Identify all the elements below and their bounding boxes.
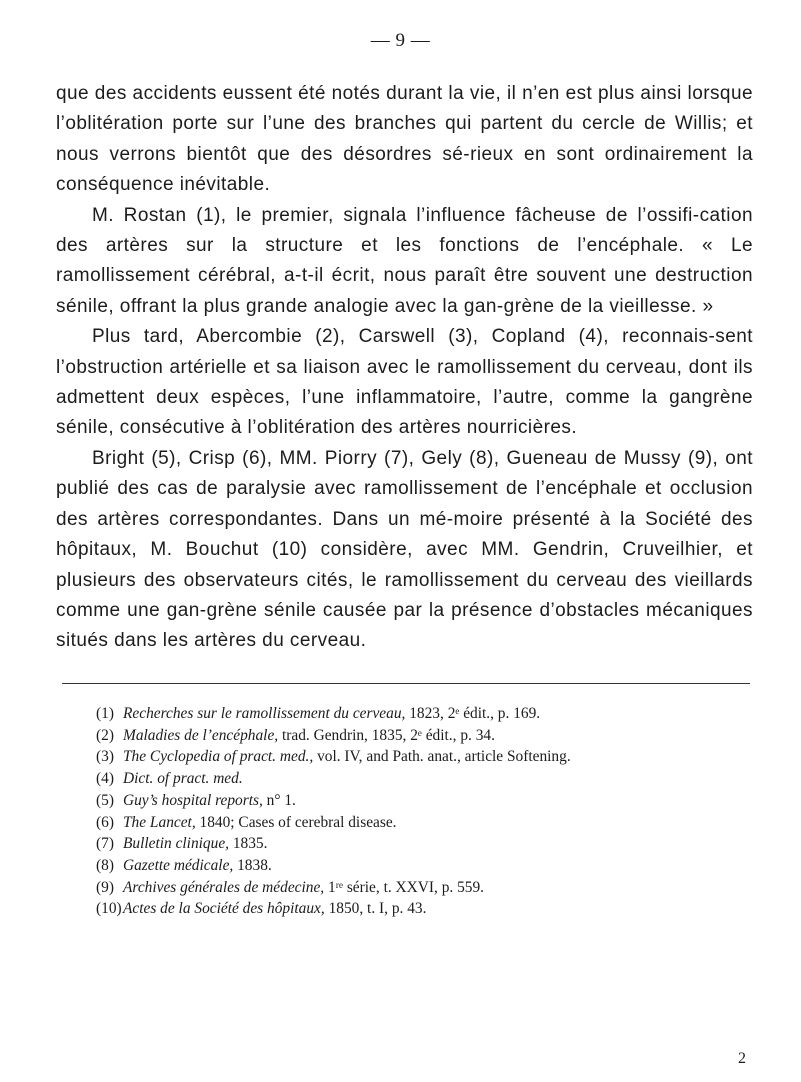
footnote-number: (6) — [96, 813, 114, 831]
footnote-title: Guy’s hospital reports, — [123, 791, 263, 809]
footnote-number: (4) — [96, 770, 114, 788]
footnote-title: Recherches sur le ramollissement du cerveau, — [123, 705, 406, 722]
footnote-detail: vol. IV, and Path. anat., article Softening. — [313, 748, 571, 766]
footnote-title: Archives générales de médecine, — [123, 878, 325, 896]
footnote-number: (9) — [96, 878, 114, 896]
footnote — [96, 855, 756, 877]
footnote-number: (2) — [96, 726, 114, 744]
paragraph: que des accidents eussent été notés durant la vie, il n’en est plus ainsi lorsque l’oblitération porte sur l’une des branches qui partent du cercle de Willis; et nous verrons bientôt que des désordres sé-rieux en sont ordinairement la conséquence inévitable. — [56, 83, 753, 196]
footnote-title: Gazette médicale, — [123, 856, 234, 874]
footnote-title: The Lancet, — [123, 813, 196, 831]
paragraph: Bright (5), Crisp (6), MM. Piorry (7), Gely (8), Gueneau de Mussy (9), ont publié des cas de paralysie avec ramollissement de l’encéphale et occlusion des artères correspondantes. Dans un mé-moire présenté à la Société des hôpitaux, M. Bouchut (10) considère, avec MM. Gendrin, Cruveilhier, et plusieurs des observateurs cités, le ramollissement du cerveau des vieillards comme une gan-grène sénile causée par la présence d’obstacles mécaniques situés dans les artères du cerveau. — [56, 447, 753, 652]
footnote-number: (7) — [96, 835, 114, 853]
footnote-detail: 1840; Cases of cerebral disease. — [195, 813, 397, 831]
footnote-title: The Cyclopedia of pract. med., — [123, 748, 314, 766]
footnote-title: Actes de la Société des hôpitaux, — [123, 900, 325, 918]
paragraph: M. Rostan (1), le premier, signala l’influence fâcheuse de l’ossifi-cation des artères sur la structure et les fonctions de l’encéphale. « Le ramollissement cérébral, a-t-il écrit, nous paraît être souvent une destruction sénile, offrant la plus grande analogie avec la gan-grène de la vieillesse. » — [56, 204, 753, 317]
footnote-detail: n° 1. — [262, 791, 296, 809]
footnote — [96, 725, 756, 747]
footnote-title: Maladies de l’encéphale, — [123, 726, 279, 744]
footnote-number: (5) — [96, 791, 114, 809]
footnote — [96, 746, 756, 768]
footnote — [96, 833, 756, 855]
footnote — [96, 812, 756, 834]
footnote-divider — [62, 683, 750, 684]
footnote-detail: 1823, 2ᵉ édit., p. 169. — [405, 705, 541, 722]
footnote — [96, 898, 756, 920]
body-text — [56, 79, 753, 657]
footnote-detail: 1ʳᵉ série, t. XXVI, p. 559. — [324, 878, 485, 896]
footnote — [96, 703, 756, 725]
footnote-detail: 1838. — [233, 856, 272, 874]
footnote-detail: 1850, t. I, p. 43. — [324, 900, 427, 918]
footnote — [96, 790, 756, 812]
footnote — [96, 877, 756, 899]
footnote-title: Dict. of pract. med. — [123, 770, 243, 788]
footnote-number: (10) — [96, 900, 122, 918]
paragraph: Plus tard, Abercombie (2), Carswell (3), Copland (4), reconnais-sent l’obstruction artérielle et sa liaison avec le ramollissement du cerveau, dont ils admettent deux espèces, l’une inflammatoire, l’autre, comme la gangrène sénile, consécutive à l’oblitération des artères nourricières. — [56, 326, 753, 439]
footnote-detail: trad. Gendrin, 1835, 2ᵉ édit., p. 34. — [278, 726, 495, 744]
footnote-number: (8) — [96, 856, 114, 874]
footnote — [96, 768, 756, 790]
footnote-title: Bulletin clinique, — [123, 835, 229, 853]
footnote-detail: 1835. — [229, 835, 268, 853]
footnote-number: (1) — [96, 705, 114, 722]
printer-signature: 2 — [738, 1050, 746, 1067]
footnotes — [96, 703, 756, 920]
page-number: — 9 — — [370, 30, 431, 51]
footnote-number: (3) — [96, 748, 114, 766]
